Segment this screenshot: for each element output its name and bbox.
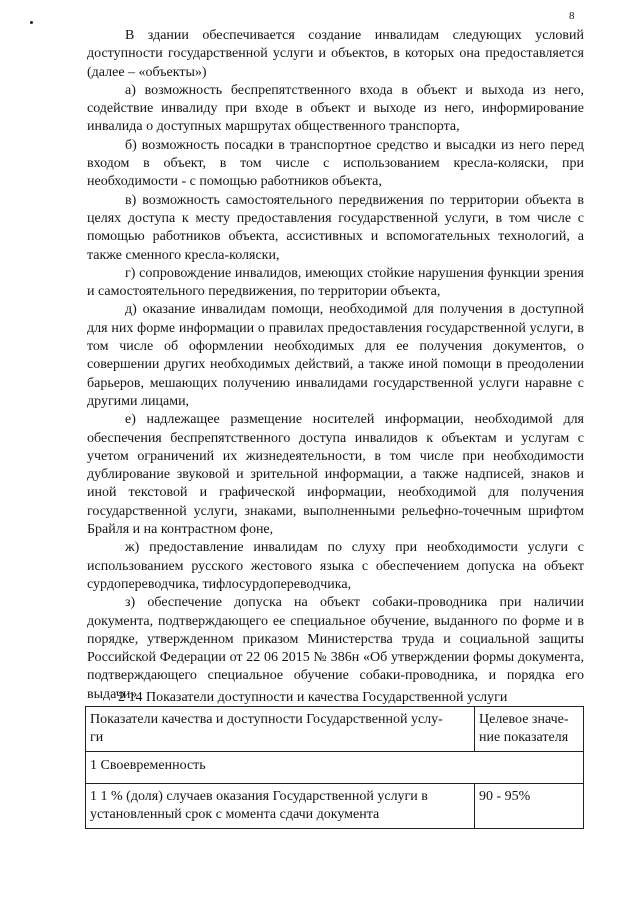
paragraph-b: б) возможность посадки в транспортное средство и высадки из него перед входом в объект, в том числе с использованием кресла-коляски, при необходимости - с помощью работников объекта, [87,137,584,190]
table-row [86,784,584,829]
paragraph-z: з) обеспечение допуска на объект собаки-проводника при наличии документа, подтверждающего ее специальное обучение, выданного по форме и в порядке, утвержденном приказом Министерства труда и социальной защиты Российской Федерации от 22 06 2015 № 386н «Об утверждении формы документа, подтверждающего специальное обучение собаки-проводника, и порядка его выдачи» [87,595,584,702]
section-title: 2 14 Показатели доступности и качества Государственной услуги [118,690,508,705]
header-indicator-cell [86,707,475,752]
header-target-cell [475,707,584,752]
paragraph-zh: ж) предоставление инвалидам по слуху при необходимости услуги с использованием русского жестового языка с обеспечением допуска на объект сурдопереводчика, тифлосурдопереводчика, [87,540,584,592]
table-header-row [86,707,584,752]
page-number: 8 [569,10,575,22]
scan-dot [30,21,33,24]
paragraph-a: а) возможность беспрепятственного входа в объект и выхода из него, содействие инвалиду при входе в объект и выходе из него, информирование инвалида о доступных маршрутах общественного транспорта, [87,82,584,135]
paragraph-e: е) надлежащее размещение носителей информации, необходимой для обеспечения беспрепятственного доступа инвалидов к объектам и услугам с учетом ограничений их жизнедеятельности, в том числе при необходимости дублирование звуковой и зрительной информации, а также надписей, знаков и иной текстовой и графической информации, необходимой для получения государственной услуги, знаками, выполненными рельефно-точечным шрифтом Брайля и на контрастном фоне, [87,412,584,538]
body-text [87,27,584,704]
indicator-cell: 1 1 % (доля) случаев оказания Государственной услуги в установленный срок с момента сдачи документа [86,784,475,829]
target-value-cell: 90 - 95% [475,784,584,829]
header-indicator-line2: ги [90,730,104,745]
paragraph-v: в) возможность самостоятельного передвижения по территории объекта в целях доступа к месту предоставления государственной услуги, в том числе с помощью работников объекта, ассистивных и вспомогательных технологий, а также сменного кресла-коляски, [87,192,584,263]
section-cell: 1 Своевременность [86,752,584,784]
paragraph-d: д) оказание инвалидам помощи, необходимой для получения в доступной для них форме информации о правилах предоставления государственной услуги, в том числе об оформлении необходимых для ее получения документов, о совершении других необходимых действий, а также иной помощи в преодолении барьеров, мешающих получению инвалидами государственной услуги наравне с другими лицами, [87,302,584,409]
indicators-table [85,706,584,829]
header-target-line2: ние показателя [479,730,569,745]
table-section-row [86,752,584,784]
paragraph-intro: В здании обеспечивается создание инвалидам следующих условий доступности государственной услуги и объектов, в которых она предоставляется (далее – «объекты») [87,28,584,80]
paragraph-g: г) сопровождение инвалидов, имеющих стойкие нарушения функции зрения и самостоятельного передвижения, по территории объекта, [87,265,584,300]
header-target-line1: Целевое значе- [479,712,569,727]
header-indicator-line1: Показатели качества и доступности Государственной услу- [90,712,443,727]
